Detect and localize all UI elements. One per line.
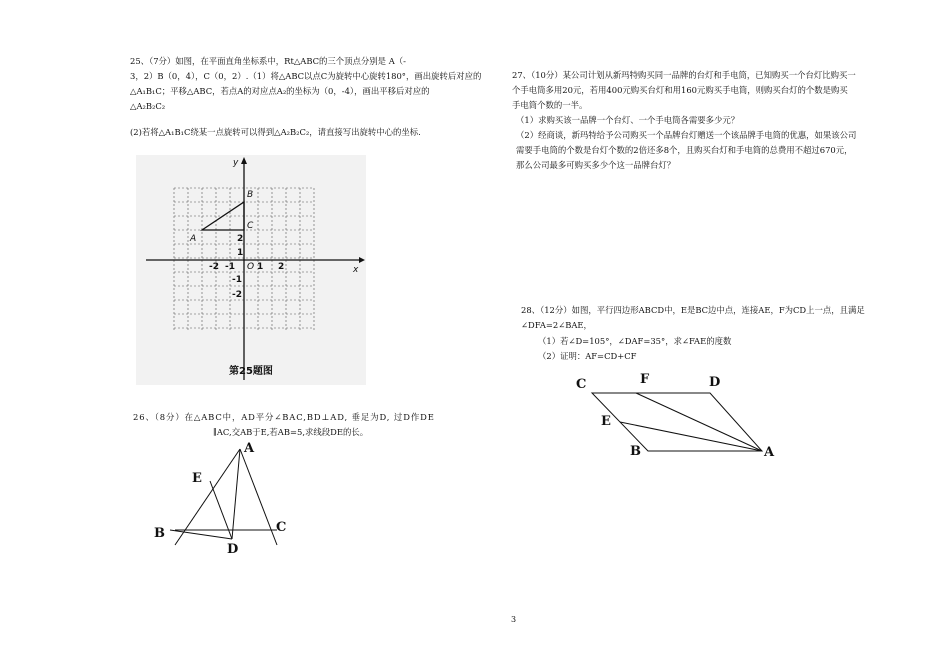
q26-line-1: 26、（8分）在△ABC中，AD平分∠BAC,BD⊥AD, 垂足为D, 过D作DE	[133, 412, 435, 422]
q27-line-3: 手电筒个数的一半。	[512, 100, 588, 110]
q27-line-2: 个手电筒多用20元，若用400元购买台灯和用160元购买手电筒，则购买台灯的个数是购买	[512, 85, 848, 95]
q28-sub-2: （2）证明：AF=CD+CF	[538, 351, 637, 361]
parallelogram-abcd	[592, 393, 762, 451]
q28-line-1: 28、（12分）如图，平行四边形ABCD中，E是BC边中点，连接AE，F为CD上一点，且满足	[521, 305, 865, 315]
point-e-label: E	[601, 414, 611, 429]
point-a-label: A	[764, 445, 775, 460]
q27-sub-2c: 那么公司最多可购买多少个这一品牌台灯？	[516, 160, 676, 170]
point-d-label: D	[709, 375, 721, 390]
segment-ab	[175, 449, 240, 545]
q26-triangle-figure	[140, 435, 300, 565]
x-tick-2: 2	[278, 262, 285, 272]
point-a-label: A	[190, 234, 197, 244]
q28-sub-1: （1）若∠D=105°，∠DAF=35°，求∠FAE的度数	[538, 336, 732, 346]
origin-label: O	[247, 262, 255, 272]
y-tick-neg1: -1	[232, 275, 242, 285]
x-tick-1: 1	[257, 262, 264, 272]
point-b-label: B	[630, 444, 641, 459]
segment-ad	[232, 449, 240, 539]
q27-sub-2a: （2）经商谈，新玛特给予公司购买一个品牌台灯赠送一个该品牌手电筒的优惠，如果该公司	[516, 130, 857, 140]
y-tick-2: 2	[237, 234, 244, 244]
q27-sub-1: （1）求购买该一品牌一个台灯、一个手电筒各需要多少元？	[516, 115, 740, 125]
x-tick-neg1: -1	[225, 262, 235, 272]
point-c-label: C	[247, 221, 254, 231]
point-c-label: C	[576, 377, 587, 392]
q27-sub-2b: 需要手电筒的个数是台灯个数的2倍还多8个，且购买台灯和手电筒的总费用不超过670元，	[516, 145, 853, 155]
y-tick-1: 1	[237, 248, 244, 258]
point-b-label: B	[247, 190, 254, 200]
q28-parallelogram-figure	[570, 365, 785, 465]
q27-line-1: 27、（10分）某公司计划从新玛特购买同一品牌的台灯和手电筒，已知购买一个台灯比购买一	[512, 70, 856, 80]
point-d-label: D	[227, 542, 239, 557]
point-b-label: B	[154, 526, 165, 541]
q25-part-2: (2)若将△A₁B₁C绕某一点旋转可以得到△A₂B₂C₂，请直接写出旋转中心的坐标.	[130, 127, 421, 137]
y-axis-label: y	[233, 158, 239, 168]
x-tick-neg2: -2	[209, 262, 219, 272]
q28-line-2: ∠DFA=2∠BAE，	[521, 320, 592, 330]
segment-ac	[240, 449, 277, 545]
y-tick-neg2: -2	[232, 290, 242, 300]
q25-line-4: △A₂B₂C₂	[130, 101, 166, 111]
segment-af	[636, 393, 762, 451]
q25-line-1: 25、（7分）如图，在平面直角坐标系中，Rt△ABC的三个顶点分别是 A（-	[130, 56, 406, 66]
point-e-label: E	[192, 471, 202, 486]
page-number: 3	[511, 615, 517, 624]
point-a-label: A	[244, 441, 255, 456]
q25-coordinate-figure	[136, 155, 366, 385]
q25-figure-caption: 第25题图	[229, 366, 273, 377]
segment-bd	[170, 530, 232, 539]
point-c-label: C	[276, 520, 287, 535]
q25-line-2: 3，2）B（0，4），C（0，2）.（1）将△ABC以点C为旋转中心旋转180°，画出旋转后对应的	[130, 71, 482, 81]
q25-line-3: △A₁B₁C；平移△ABC，若点A的对应点A₂的坐标为（0，-4），画出平移后对应的	[130, 86, 430, 96]
point-f-label: F	[640, 372, 650, 387]
q26-line-2: ∥AC,交AB于E,若AB=5,求线段DE的长。	[213, 427, 369, 437]
segment-ae	[620, 422, 762, 451]
x-axis-label: x	[353, 265, 359, 275]
